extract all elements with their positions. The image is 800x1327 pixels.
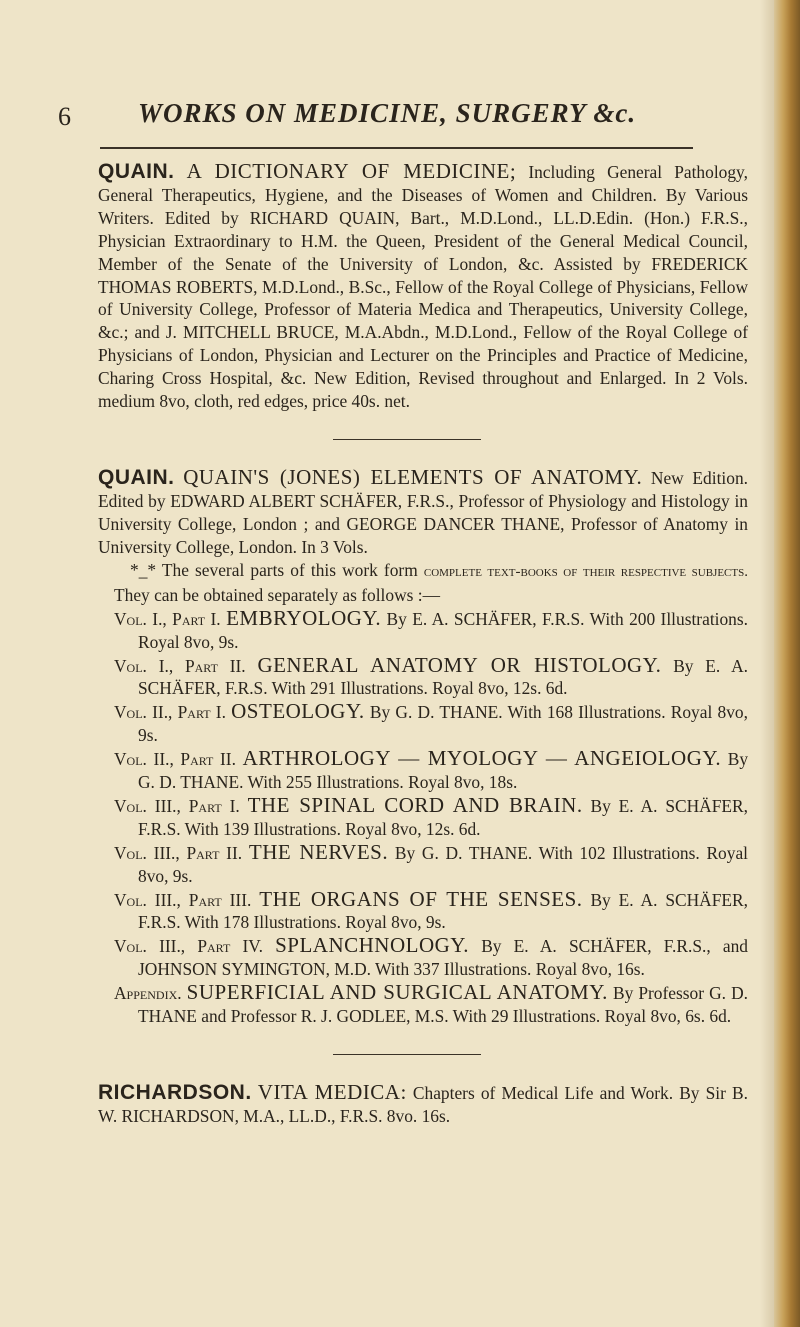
volume-detail: By Professor G. D. THANE and Professor R. J. GODLEE, M.S. With 29 Illustrations. Royal 8vo, 6s. 6d.	[138, 983, 748, 1027]
volume-label: Vol. I., Part I.	[114, 608, 221, 629]
volume-item	[98, 607, 748, 654]
volume-subtitle: EMBRYOLOGY.	[226, 605, 382, 630]
volume-item	[98, 700, 748, 747]
entry-description: Chapters of Medical Life and Work. By Sir B. W. RICHARDSON, M.A., LL.D., F.R.S. 8vo. 16s.	[98, 1083, 748, 1127]
section-divider	[333, 439, 481, 440]
header-rule	[100, 147, 693, 149]
volume-item	[98, 981, 748, 1028]
entry-title: A DICTIONARY OF MEDICINE;	[186, 159, 517, 183]
catalogue-entry-anatomy	[98, 466, 748, 559]
volume-subtitle: GENERAL ANATOMY OR HISTOLOGY.	[257, 652, 662, 677]
entry-author: RICHARDSON.	[98, 1081, 252, 1105]
volume-item	[98, 654, 748, 701]
volume-label: Appendix.	[114, 983, 182, 1004]
volume-item	[98, 747, 748, 794]
parts-note	[98, 559, 748, 607]
volume-label: Vol. III., Part I.	[114, 795, 240, 816]
entry-description: Including General Pathology, General Therapeutics, Hygiene, and the Diseases of Women and Children. By Various Writers. Edited by RICHARD QUAIN, Bart., M.D.Lond., LL.D.Edin. (Hon.) F.R.S., Physician Extraordinary to H.M. the Queen, President of the General Medical Council, Member of the Senate of the University of London, &c. Assisted by FREDERICK THOMAS ROBERTS, M.D.Lond., B.Sc., Fellow of the Royal College of Physicians, Fellow of University College, Professor of Materia Medica and Therapeutics, University College, &c.; and J. MITCHELL BRUCE, M.A.Abdn., M.D.Lond., Fellow of the Royal College of Physicians of London, Physician and Lecturer on the Principles and Practice of Medicine, Charing Cross Hospital, &c. New Edition, Revised throughout and Enlarged. In 2 Vols. medium 8vo, cloth, red edges, price 40s. net.	[98, 162, 748, 412]
volume-detail: By E. A. SCHÄFER, F.R.S. With 178 Illustrations. Royal 8vo, 9s.	[138, 889, 748, 933]
volume-detail: By E. A. SCHÄFER, F.R.S. With 200 Illustrations. Royal 8vo, 9s.	[138, 608, 748, 652]
volume-label: Vol. II., Part I.	[114, 702, 226, 723]
volume-subtitle: SUPERFICIAL AND SURGICAL ANATOMY.	[186, 980, 608, 1005]
volume-label: Vol. III., Part IV.	[114, 936, 263, 957]
volume-detail: By E. A. SCHÄFER, F.R.S. With 291 Illustrations. Royal 8vo, 12s. 6d.	[138, 655, 748, 699]
volume-item	[98, 794, 748, 841]
volume-subtitle: THE ORGANS OF THE SENSES.	[259, 886, 583, 911]
entry-description: New Edition. Edited by EDWARD ALBERT SCHÄFER, F.R.S., Professor of Physiology and Histology in University College, London ; and GEORGE DANCER THANE, Professor of Anatomy in University College, London. In 3 Vols.	[98, 468, 748, 557]
volume-subtitle: THE NERVES.	[248, 839, 389, 864]
volume-subtitle: THE SPINAL CORD AND BRAIN.	[247, 792, 583, 817]
volume-detail: By G. D. THANE. With 168 Illustrations. Royal 8vo, 9s.	[138, 702, 748, 746]
running-title: WORKS ON MEDICINE, SURGERY &c.	[138, 98, 637, 128]
volume-item	[98, 888, 748, 935]
volume-label: Vol. I., Part II.	[114, 655, 246, 676]
catalogue-entry-vita-medica	[98, 1081, 748, 1128]
volume-subtitle: OSTEOLOGY.	[231, 699, 365, 724]
note-text: The several parts of this work form	[161, 559, 418, 580]
note-tail: They can be obtained separately as follows :—	[114, 584, 440, 605]
volume-item	[98, 934, 748, 981]
page-number: 6	[58, 102, 71, 131]
note-caps: complete text-books of their respective subjects.	[423, 563, 748, 580]
page-shadow	[760, 0, 774, 1327]
volume-item	[98, 841, 748, 888]
entry-title: VITA MEDICA:	[257, 1080, 407, 1105]
catalogue-content	[98, 160, 748, 1128]
volume-detail: By E. A. SCHÄFER, F.R.S., and JOHNSON SYMINGTON, M.D. With 337 Illustrations. Royal 8vo, 16s.	[138, 936, 748, 980]
volume-subtitle: SPLANCHNOLOGY.	[275, 933, 469, 958]
book-edge	[774, 0, 800, 1327]
volume-label: Vol. III., Part III.	[114, 889, 252, 910]
entry-title: QUAIN'S (JONES) ELEMENTS OF ANATOMY.	[183, 465, 643, 490]
volume-subtitle: ARTHROLOGY — MYOLOGY — ANGEIOLOGY.	[242, 746, 722, 771]
volume-label: Vol. III., Part II.	[114, 842, 243, 863]
page-header	[58, 98, 750, 138]
volume-label: Vol. II., Part II.	[114, 749, 236, 770]
entry-author: QUAIN.	[98, 160, 175, 183]
entry-author: QUAIN.	[98, 466, 175, 490]
note-stars: *_*	[130, 559, 157, 580]
catalogue-entry-dictionary	[98, 160, 748, 413]
volume-detail: By E. A. SCHÄFER, F.R.S. With 139 Illustrations. Royal 8vo, 12s. 6d.	[138, 795, 748, 839]
volume-detail: By G. D. THANE. With 102 Illustrations. Royal 8vo, 9s.	[138, 842, 748, 886]
volume-detail: By G. D. THANE. With 255 Illustrations. Royal 8vo, 18s.	[138, 749, 749, 793]
section-divider	[333, 1054, 481, 1055]
